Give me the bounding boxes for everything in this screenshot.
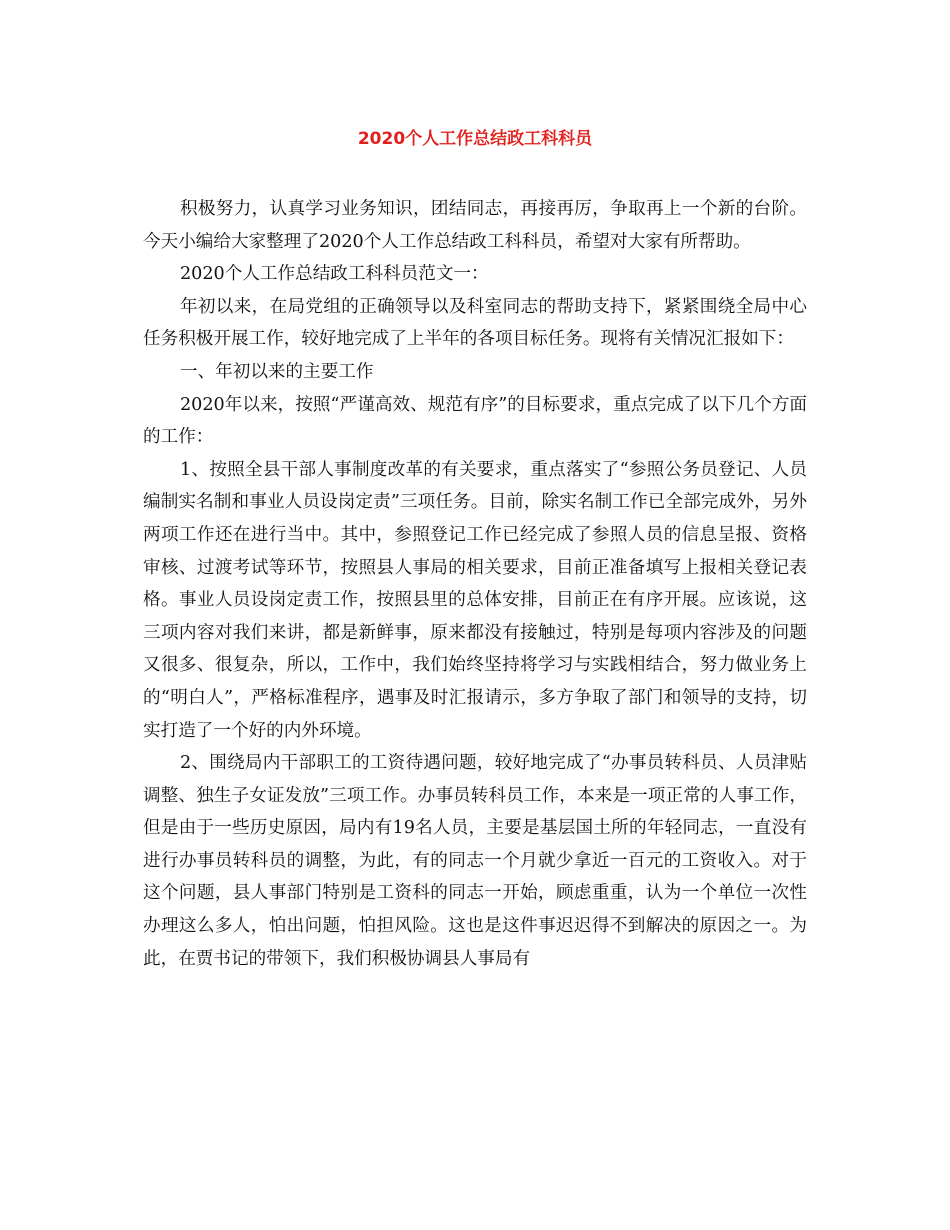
opening-paragraph: 年初以来，在局党组的正确领导以及科室同志的帮助支持下，紧紧围绕全局中心任务积极开展工作，较好地完成了上半年的各项目标任务。现将有关情况汇报如下：	[143, 296, 807, 350]
item-2-paragraph: 2、围绕局内干部职工的工资待遇问题，较好地完成了“办事员转科员、人员津贴调整、独生子女证发放”三项工作。办事员转科员工作，本来是一项正常的人事工作，但是由于一些历史原因，局内有19名人员，主要是基层国土所的年轻同志，一直没有进行办事员转科员的调整，为此，有的同志一个月就少拿近一百元的工资收入。对于这个问题，县人事部门特别是工资科的同志一开始，顾虑重重，认为一个单位一次性办理这么多人，怕出问题，怕担风险。这也是这件事迟迟得不到解决的原因之一。为此，在贾书记的带领下，我们积极协调县人事局有	[143, 753, 807, 969]
section-heading: 一、年初以来的主要工作	[179, 361, 374, 382]
document-title: 2020个人工作总结政工科科员	[357, 129, 593, 149]
item-1-paragraph: 1、按照全县干部人事制度改革的有关要求，重点落实了“参照公务员登记、人员编制实名制和事业人员设岗定责”三项任务。目前，除实名制工作已全部完成外，另外两项工作还在进行当中。其中，参照登记工作已经完成了参照人员的信息呈报、资格审核、过渡考试等环节，按照县人事局的相关要求，目前正准备填写上报相关登记表格。事业人员设岗定责工作，按照县里的总体安排，目前正在有序开展。应该说，这三项内容对我们来讲，都是新鲜事，原来都没有接触过，特别是每项内容涉及的问题又很多、很复杂，所以，工作中，我们始终坚持将学习与实践相结合，努力做业务上的“明白人”，严格标准程序，遇事及时汇报请示，多方争取了部门和领导的支持，切实打造了一个好的内外环境。	[143, 459, 807, 741]
overview-paragraph: 2020年以来，按照“严谨高效、规范有序”的目标要求，重点完成了以下几个方面的工作：	[143, 394, 807, 448]
document-body	[143, 193, 807, 975]
sample-heading: 2020个人工作总结政工科科员范文一：	[179, 264, 489, 285]
intro-paragraph: 积极努力，认真学习业务知识，团结同志，再接再厉，争取再上一个新的台阶。今天小编给大家整理了2020个人工作总结政工科科员，希望对大家有所帮助。	[143, 199, 807, 252]
